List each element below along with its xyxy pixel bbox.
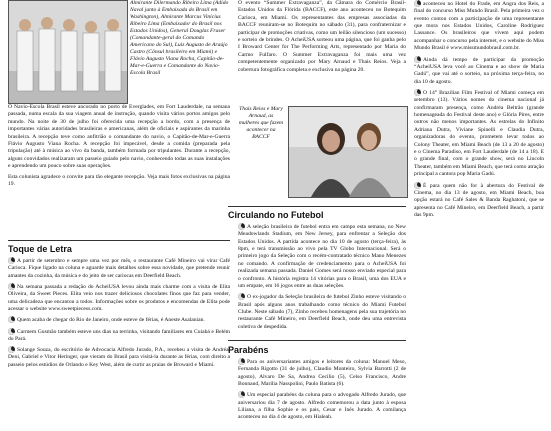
navy-officers-illustration: [9, 1, 127, 103]
list-item: Solange Souza, do escritório de Advocacia Alfredo Jurado, P.A., recebeu a visita de Andréa, Deni, Gabriel e Vitor Heringer, que vieram do Brasil para visitá-la durante as férias, com direito a passeio pelos estúdios de Orlando e Key West, além de curtir as praias de Broward e Miami.: [8, 346, 230, 368]
moon-icon: [238, 358, 245, 365]
column-3-list: [414, 0, 544, 223]
section-title-toque-de-letra: Toque de Letra: [8, 244, 72, 254]
list-item: O ex-jogador da Seleção brasileira de futebol Zinho esteve visitando o Brasil após alguns anos trabalhando como técnico do Miami Futebol Clube. Neste sábado (7), Zinho recebeu homenagens pela sua trajetória no restaurante Café Mineiro, em Deerfield Beach, onde deu uma entrevista coletiva de despedida.: [238, 294, 406, 330]
moon-icon: [8, 283, 15, 290]
toque-de-letra-list: [8, 257, 230, 372]
list-item: Na semana passada a redação do AcheiUSA levou ainda mais charme com a visita de Elita Oliveira, da Sweet Pieces. Elita veio nos trazer deliciosos chocolates finos que faz para vender, uma delicadeza que encantou a todos. Informações sobre os produtos e encomendas de Elita pode acessar o website www.sweetpiecess.com.: [8, 283, 230, 312]
moon-icon: [8, 328, 15, 335]
list-item: Carmem Gusmão também esteve uns dias na terrinha, visitando familiares em Cuiabá e Belém do Pará.: [8, 328, 230, 342]
moon-icon: [414, 56, 421, 63]
football-list: [238, 223, 406, 334]
moon-icon: [8, 316, 15, 323]
birthday-list: [238, 358, 406, 425]
list-item: A partir de setembro e sempre uma vez por mês, o restaurante Café Mineiro vai virar Café Carioca. Fique ligado na coluna e aguarde mais detalhes sobre essa novidade, que pretende reunir amantes da cozinha, da música e do jeito de ser cariocas em Deerfield Beach.: [8, 257, 230, 279]
list-item: Quem acaba de chegar do Rio de Janeiro, onde esteve de férias, é Aneste Asalanian.: [8, 316, 230, 324]
baccf-women-photo: [288, 106, 408, 198]
moon-icon: [238, 293, 245, 300]
moon-icon: [238, 391, 245, 398]
navy-article-body: O Navio-Escola Brasil esteve ancorado no porto de Everglades, em Fort Lauderdale, na semana passada, numa escala da sua viagem anual de instrução, quando visita vários portos amigos pelo mundo. Na noite de 30 de julho foi oferecida uma recepção a bordo, com a presença de importantes várias autoridades brasileiras e americanas, além de oficiais e aspirantes da marinha brasileira. A recepção teve como anfitrião o comandante do navio, o Capitão-de-Mar-e-Guerra Flávio Augusto Viana Rocha. A recepção foi impecável, desde a comida (preparada pela tripulação) até à música ao vivo da banda, também formada por tripulantes. Durante a recepção, alguns convidados realizaram um passeio guiado pelo navio, conhecendo todas as suas instalações e aprendendo um pouco sobre suas operações.: [8, 104, 230, 170]
moon-icon: [414, 0, 421, 7]
baccf-article-body: O evento “Summer Extravaganza”, da Câmara do Comércio Brasil-Estados Unidos da Flórida (BACCF), este ano aconteceu no Botequim Carioca, em Miami. Os representantes das empresas associadas da BACCF reuniram-se no Botequim no sábado (31), para confraternizar e participar de promoções criativas, como um leilão silencioso (um sucesso) e sorteio de brindes. O AcheiUSA sorteou uma página, que foi ganha pelo I Broward Center for The Performing Arts, representado por Maria do Carmo Fulfaro. O Summer Extravaganza foi mais uma vez competentemente organizado por Mary Arnaud e Thais Reios. Veja a cobertura fotográfica completa e exclusiva na página 20.: [238, 0, 406, 73]
moon-icon: [8, 257, 15, 264]
list-item: Um especial parabéns da coluna para o advogado Alfredo Jurado, que aniversariou dia 7 de agosto. Alfredo comemorou a data junto à esposa Liliana, a filha Sophie e os pais, Cesar e Inês Jurado. A comilança aconteceu no dia 4 de agosto, em Hialeah.: [238, 392, 406, 421]
baccf-photo-caption: Thais Reios e Mary Arnaud, as mulheres que fazem acontecer na BACCF: [238, 106, 284, 140]
list-item: Ainda dá tempo de participar da promoção “AcheiUSA leva você ao Cinema e ao show de Maria Gadú”, que vai até o sorteio, na próxima terça-feira, no dia 10 de agosto.: [414, 56, 544, 85]
moon-icon: [414, 89, 421, 96]
list-item: aconteceu no Hotel do Frade, em Angra dos Reis, a final do concurso Miss Mundo Brasil. Pela primeira vez o evento contou com a participação de uma representante que mora nos Estados Unidos, Caroline Rodriguez Lassance. Os brasileiros que vivem aqui podem acompanhar o concurso pela internet, e o website do Miss Mundo Brasil é www.missmundobrasil.com.br.: [414, 0, 544, 52]
list-item: É para quem não for à abertura do Festival de Cinema, no dia 13 de agosto, em Miami Beach, boa opção estará no Café Sales & Banda Raghatoni, que se apresenta no Café Mineiro, em Deerfield Beach, a partir das 9pm.: [414, 182, 544, 219]
section-title-circulando-no-futebol: Circulando no Futebol: [228, 210, 324, 220]
moon-icon: [238, 223, 245, 230]
list-item: O 14° Brazilian Film Festival of Miami começa em setembro (13). Vários nomes do cinema nacional já confirmaram presença, como Andréa Beltrão (grande homenageada do Festival deste ano) e Glória Pires, entre outros não menos importantes. As estrelas do Infinito Adriana Dutra, Viviane Spinelli e Claudia Dutra, organizadoras do evento, prometem levar todos ao Colony Theater, em Miami Beach (de 13 a 20 de agosto) e o Cinema Paradiso, em Fort Lauderdale (de 14 a 18). E o grande final, com o grande show, será no Lincoln Theater, também em Miami Beach, que terá como atração principal a cantora pop Maria Gadú.: [414, 89, 544, 178]
section-title-parabens: Parabéns: [228, 345, 269, 355]
navy-article-thanks: Esta colunista agradece o convite para tão elegante recepção. Veja mais fotos exclusivas na página 19.: [8, 173, 230, 188]
navy-officers-photo: [8, 0, 128, 104]
moon-icon: [8, 346, 15, 353]
moon-icon: [414, 182, 421, 189]
women-illustration: [289, 107, 407, 197]
list-item: A seleção brasileira de futebol entra em campo esta semana, no New Meadowlands Stadium, em New Jersey, para enfrentar a Seleção dos Estados Unidos. A partida acontece no dia 10 de agosto (terça-feira), às 8pm, e terá transmissão ao vivo pela TV Globo Internacional. Será o primeiro jogo da Seleção com o recém-contratado técnico Mano Menezes no comando. A confirmação de credenciamento para o AcheiUSA foi realizada semana passada. Daniel Gomes será nosso enviado especial para o confronto. A história registra 14 vitórias para o Brasil, uma dos EUA e um empate, em 16 jogos entre as duas seleções.: [238, 223, 406, 290]
list-item: Para os aniversariantes amigos e leitores da coluna: Manuel Meso, Fernanda Rigotto (31 de julho), Claudio Monteiro, Sylvia Barrotti (2 de agosto), Alvaro De Sa, Andrea Cecilio (5), Celso Francisco, Andre Bonnaud, Marilia Nasspolini, Paulo Batista (6).: [238, 358, 406, 387]
navy-photo-caption: Almirante Dilermando Ribeiro Lima (Adido Naval junto à Embaixada do Brasil em Washington), Almirante Marcus Vinícius Ribeiro Lima (Embaixador do Brasil nos Estados Unidos), General Douglas Fraser (Comandante-geral do Comando Americano do Sul), Luiz Augusto de Araújo Castro (Cônsul brasileiro em Miami) e Flávio Augusto Viana Rocha, Capitão-de-Mar-e-Guerra e Comandante do Navio-Escola Brasil: [130, 0, 229, 76]
